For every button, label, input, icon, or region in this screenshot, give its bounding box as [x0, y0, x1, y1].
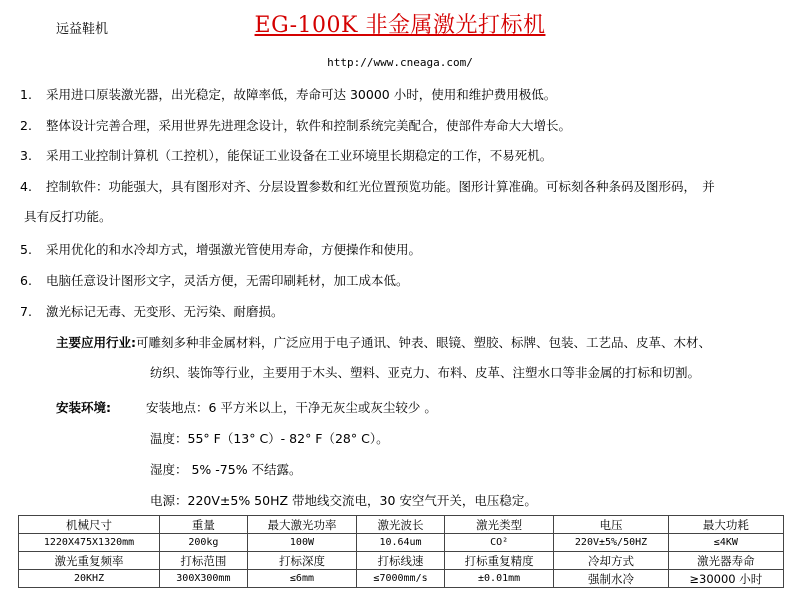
spec-header-cell: 打标重复精度: [444, 552, 554, 570]
feature-text-continued: 具有反打功能。: [24, 209, 112, 224]
feature-text: 激光标记无毒、无变形、无污染、耐磨损。: [46, 304, 284, 319]
spec-value-cell: ≤6mm: [247, 570, 357, 588]
spec-header-cell: 激光重复频率: [19, 552, 160, 570]
spec-value-cell: CO²: [444, 534, 554, 552]
spec-header-row: [19, 552, 784, 570]
feature-number: 1.: [20, 87, 32, 102]
spec-value-cell: 200kg: [160, 534, 248, 552]
spec-header-cell: 打标深度: [247, 552, 357, 570]
feature-number: 3.: [20, 148, 32, 163]
spec-header-cell: 最大激光功率: [247, 516, 357, 534]
spec-header-cell: 激光器寿命: [668, 552, 783, 570]
feature-item-5: [20, 241, 790, 259]
spec-value-cell: 20KHZ: [19, 570, 160, 588]
application-section: [56, 334, 786, 382]
spec-value-cell: 强制水冷: [554, 570, 668, 588]
spec-header-cell: 最大功耗: [668, 516, 783, 534]
feature-number: 5.: [20, 242, 32, 257]
feature-item-4: [20, 178, 790, 226]
spec-value-row: [19, 534, 784, 552]
application-label: 主要应用行业:: [56, 335, 136, 350]
environment-location: 安装地点：6 平方米以上，干净无灰尘或灰尘较少 。: [146, 400, 437, 415]
spec-table: [18, 515, 784, 588]
spec-header-row: [19, 516, 784, 534]
feature-item-3: [20, 147, 790, 165]
spec-header-cell: 机械尺寸: [19, 516, 160, 534]
spec-value-cell: 1220X475X1320mm: [19, 534, 160, 552]
spec-value-cell: 100W: [247, 534, 357, 552]
feature-item-1: [20, 86, 790, 104]
spec-header-cell: 激光类型: [444, 516, 554, 534]
feature-item-2: [20, 117, 790, 135]
spec-header-cell: 打标范围: [160, 552, 248, 570]
feature-text: 整体设计完善合理，采用世界先进理念设计，软件和控制系统完美配合，使部件寿命大大增长。: [46, 118, 572, 133]
feature-text: 采用进口原装激光器，出光稳定，故障率低，寿命可达 30000 小时，使用和维护费用极低。: [46, 87, 557, 102]
spec-header-cell: 打标线速: [357, 552, 445, 570]
spec-value-cell: 220V±5%/50HZ: [554, 534, 668, 552]
website-url[interactable]: http://www.cneaga.com/: [327, 56, 473, 69]
spec-value-row: [19, 570, 784, 588]
feature-item-7: [20, 303, 790, 321]
application-text-continued: 纺织、装饰等行业，主要用于木头、塑料、亚克力、布料、皮革、注塑水口等非金属的打标和切割。: [150, 365, 701, 380]
spec-header-cell: 电压: [554, 516, 668, 534]
spec-value-cell: ≤4KW: [668, 534, 783, 552]
application-text: 可雕刻多种非金属材料，广泛应用于电子通讯、钟表、眼镜、塑胶、标牌、包装、工艺品、皮革、木材、: [136, 335, 712, 350]
environment-humidity: 湿度： 5% -75% 不结露。: [150, 462, 302, 477]
environment-power: 电源：220V±5% 50HZ 带地线交流电，30 安空气开关，电压稳定。: [150, 493, 537, 508]
feature-item-6: [20, 272, 790, 290]
spec-header-cell: 重量: [160, 516, 248, 534]
feature-number: 2.: [20, 118, 32, 133]
spec-value-cell: ≥30000 小时: [668, 570, 783, 588]
feature-text: 控制软件：功能强大，具有图形对齐、分层设置参数和红光位置预览功能。图形计算准确。可标刻各种条码及图形码， 并: [46, 179, 715, 194]
environment-temperature: 温度：55° F（13° C）- 82° F（28° C）。: [150, 431, 389, 446]
feature-number: 6.: [20, 273, 32, 288]
feature-text: 电脑任意设计图形文字，灵活方便，无需印刷耗材，加工成本低。: [46, 273, 409, 288]
spec-header-cell: 激光波长: [357, 516, 445, 534]
feature-number: 4.: [20, 179, 32, 194]
feature-text: 采用工业控制计算机（工控机），能保证工业设备在工业环境里长期稳定的工作，不易死机。: [46, 148, 553, 163]
spec-header-cell: 冷却方式: [554, 552, 668, 570]
feature-number: 7.: [20, 304, 32, 319]
environment-label: 安装环境:: [56, 400, 111, 415]
spec-value-cell: ≤7000mm/s: [357, 570, 445, 588]
spec-value-cell: ±0.01mm: [444, 570, 554, 588]
spec-value-cell: 10.64um: [357, 534, 445, 552]
spec-value-cell: 300X300mm: [160, 570, 248, 588]
brand-name: 远益鞋机: [56, 22, 109, 37]
feature-text: 采用优化的和水冷却方式，增强激光管使用寿命，方便操作和使用。: [46, 242, 422, 257]
page-title: EG-100K 非金属激光打标机: [254, 13, 546, 38]
